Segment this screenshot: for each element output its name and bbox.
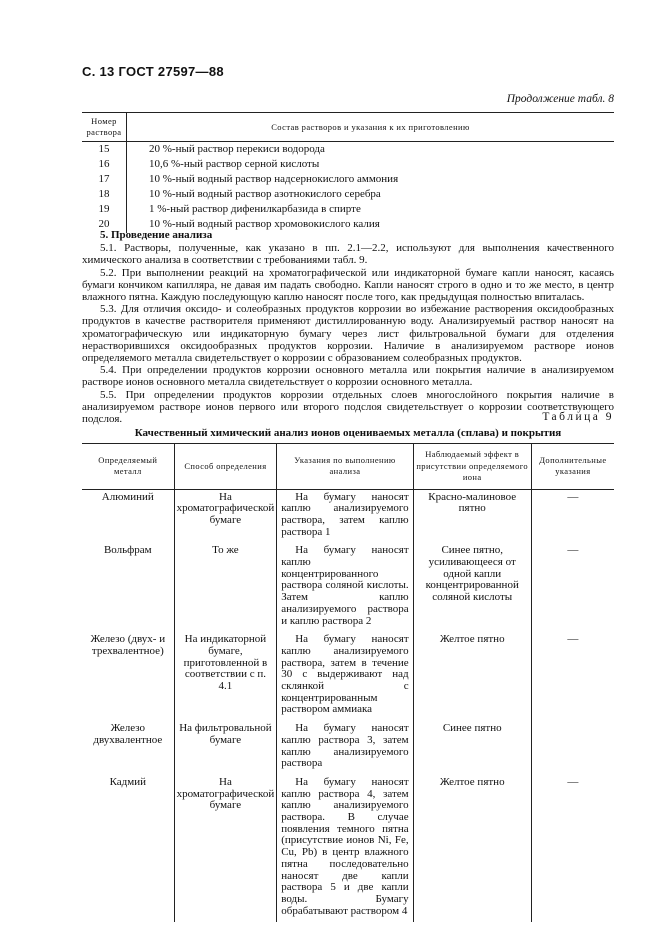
table-row — [82, 187, 614, 202]
method-cell: То же — [174, 543, 277, 632]
solution-number: 18 — [82, 187, 127, 202]
solution-number: 15 — [82, 142, 127, 158]
metal-cell: Железо двухвалентное — [82, 721, 174, 775]
effect-cell: Синее пятно — [413, 721, 531, 775]
metal-cell: Вольфрам — [82, 543, 174, 632]
table-9 — [82, 443, 614, 922]
table-row — [82, 489, 614, 543]
solution-composition: 10 %-ный водный раствор хромовокислого калия — [149, 218, 380, 231]
metal-cell: Алюминий — [82, 489, 174, 543]
method-cell: На фильтровальной бумаге — [174, 721, 277, 775]
method-cell: На хроматографической бумаге — [174, 775, 277, 922]
extra-cell: — — [567, 544, 579, 557]
table9-title: Качественный химический анализ ионов оцениваемых металла (сплава) и покрытия — [134, 427, 562, 439]
solution-composition: 10,6 %-ный раствор серной кислоты — [149, 158, 320, 171]
solution-composition: 10 %-ный водный раствор надсернокислого аммония — [149, 173, 399, 186]
table9-header-extra: Дополнительные указания — [531, 444, 614, 490]
table9-header-metal: Определяемый металл — [82, 444, 174, 490]
instructions-cell: На бумагу наносят каплю раствора 4, затем каплю анализируемого раствора. В случае появления темного пятна (присутствие ионов Ni, Fe, Cu, Pb) в центр влажного пятна последовательно наносят две капли раствора 5 и две капли воды. Бумагу обрабатывают раствором 4 — [277, 775, 413, 922]
effect-cell: Красно-малиновое пятно — [413, 489, 531, 543]
table-8 — [82, 112, 614, 233]
solution-number: 20 — [82, 217, 127, 232]
metal-cell: Кадмий — [82, 775, 174, 922]
effect-cell: Синее пятно, усиливающееся от одной капли концентрированной соляной кислоты — [413, 543, 531, 632]
paragraph-5-3: 5.3. Для отличия оксидо- и солеобразных продуктов коррозии во избежание растворения оксидообразных продуктов в качестве растворителя применяют дистиллированную воду. Анализируемый раствор наносят на хроматографическую или индикаторную бумагу через лист фильтровальной бумаги для отделения нерастворившихся оксидообразных продуктов коррозии. Наличие в анализируемом растворе ионов определяемого металла свидетельствует о коррозии с образованием солеобразных продуктов. — [82, 303, 614, 365]
table9-header-effect: Наблюдаемый эффект в присутствии определяемого иона — [413, 444, 531, 490]
table-row — [82, 543, 614, 632]
table-row — [82, 632, 614, 721]
section-analysis — [82, 229, 614, 425]
instructions-cell: На бумагу наносят каплю раствора 3, затем каплю анализируемого раствора — [277, 721, 413, 775]
table9-label: Таблица 9 — [542, 411, 614, 423]
extra-cell — [531, 721, 614, 775]
method-cell: На индикаторной бумаге, приготовленной в соответствии с п. 4.1 — [174, 632, 277, 721]
paragraph-5-4: 5.4. При определении продуктов коррозии основного металла или покрытия наличие в анализируемом растворе ионов основного металла свидетельствует о коррозии основного металла. — [82, 364, 614, 389]
table-row — [82, 775, 614, 922]
table8-header-number: Номер раствора — [82, 113, 127, 142]
paragraph-5-2: 5.2. При выполнении реакций на хроматографической или индикаторной бумаге капли наносят, касаясь бумаги кончиком капилляра, не давая им падать свободно. Капли наносят строго в одно и то же место, в центр влажного пятна. Каждую последующую каплю наносят после того, как предыдущая полностью впиталась. — [82, 266, 614, 304]
section-heading: 5. Проведение анализа — [100, 229, 213, 241]
table-row — [82, 157, 614, 172]
paragraph-5-5: 5.5. При определении продуктов коррозии отдельных слоев многослойного покрытия наличие в анализируемом растворе ионов первого или второго подслоя свидетельствует о коррозии соответствующего подслоя. — [82, 388, 614, 426]
effect-cell: Желтое пятно — [413, 632, 531, 721]
instructions-cell: На бумагу наносят каплю анализируемого раствора, затем каплю раствора 1 — [277, 489, 413, 543]
table8-header-composition: Состав растворов и указания к их приготовлению — [127, 113, 615, 142]
table-row — [82, 721, 614, 775]
extra-cell: — — [567, 490, 579, 503]
solution-number: 16 — [82, 157, 127, 172]
solution-composition: 20 %-ный раствор перекиси водорода — [149, 143, 325, 155]
extra-cell: — — [567, 775, 579, 788]
page-header: С. 13 ГОСТ 27597—88 — [82, 64, 224, 79]
solution-number: 19 — [82, 202, 127, 217]
paragraph-5-1: 5.1. Растворы, полученные, как указано в пп. 2.1—2.2, используют для выполнения качественного химического анализа в соответствии с требованиями табл. 9. — [82, 242, 614, 267]
instructions-cell: На бумагу наносят каплю анализируемого раствора, затем в течение 30 с выдерживают над склянкой с концентрированным раствором аммиака — [277, 632, 413, 721]
table9-header-instructions: Указания по выполнению анализа — [277, 444, 413, 490]
extra-cell: — — [567, 633, 579, 646]
solution-composition: 1 %-ный раствор дифенилкарбазида в спирте — [149, 203, 361, 216]
continuation-label: Продолжение табл. 8 — [506, 93, 614, 105]
effect-cell: Желтое пятно — [413, 775, 531, 922]
method-cell: На хроматографической бумаге — [174, 489, 277, 543]
table-row — [82, 172, 614, 187]
metal-cell: Железо (двух- и трехвалентное) — [82, 632, 174, 721]
solution-number: 17 — [82, 172, 127, 187]
solution-composition: 10 %-ный водный раствор азотнокислого серебра — [149, 188, 381, 201]
table9-header-method: Способ определения — [174, 444, 277, 490]
instructions-cell: На бумагу наносят каплю концентрированного раствора соляной кислоты. Затем каплю анализируемого раствора и каплю раствора 2 — [277, 543, 413, 632]
table-row — [82, 142, 614, 158]
table-row — [82, 202, 614, 217]
